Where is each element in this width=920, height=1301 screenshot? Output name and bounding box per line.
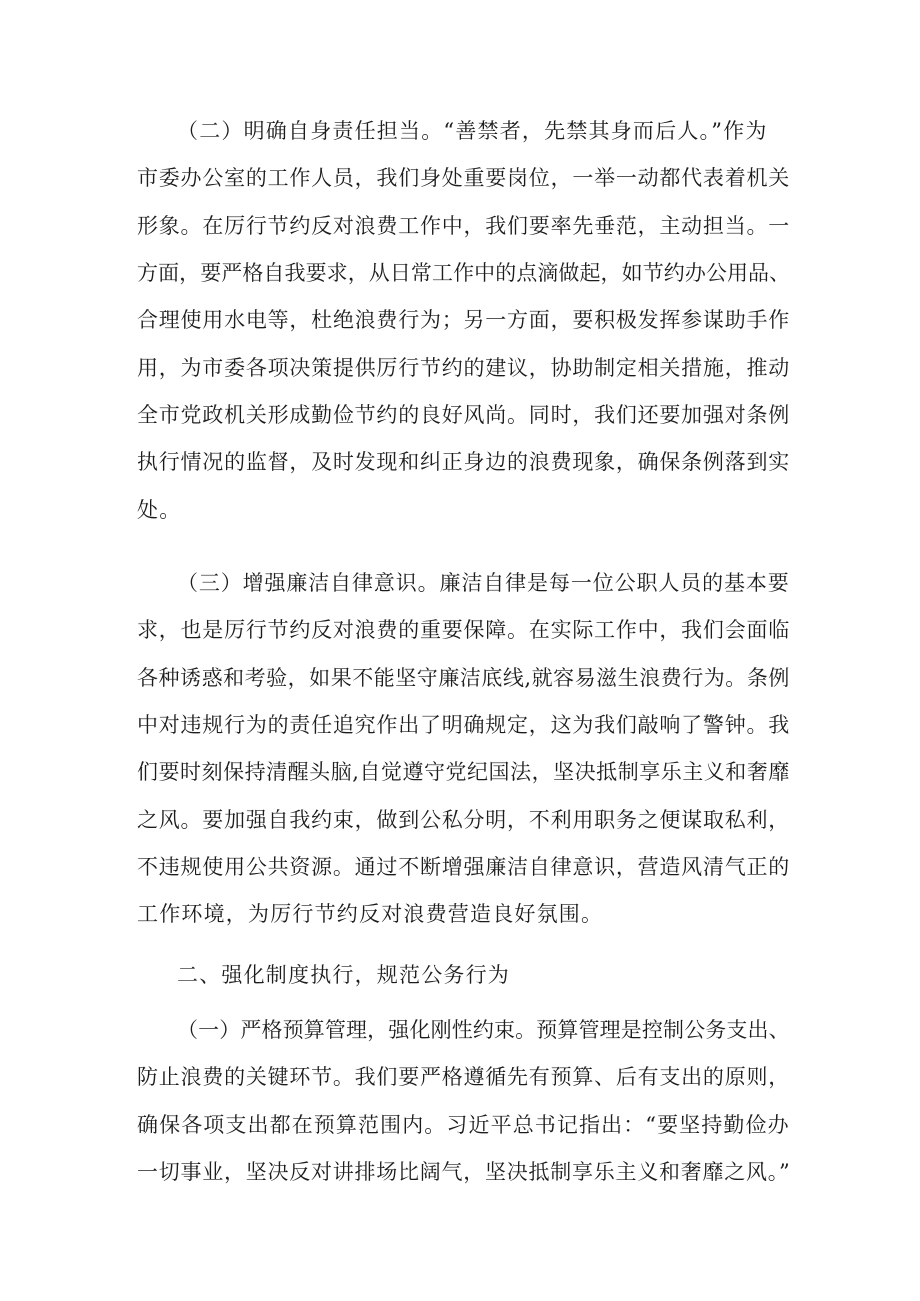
paragraph-3-line-4: 中对违规行为的责任追究作出了明确规定，这为我们敲响了警钟。我 — [137, 713, 790, 737]
paragraph-3-line-8: 工作环境，为厉行节约反对浪费营造良好氛围。 — [137, 902, 604, 926]
paragraph-3-line-1: （三）增强廉洁自律意识。廉洁自律是每一位公职人员的基本要 — [177, 571, 790, 595]
paragraph-2-line-1: （二）明确自身责任担当。“善禁者，先禁其身而后人。”作为 — [177, 119, 768, 143]
paragraph-3-line-3: 各种诱惑和考验，如果不能坚守廉洁底线,就容易滋生浪费行为。条例 — [137, 666, 790, 690]
paragraph-3-line-5: 们要时刻保持清醒头脑,自觉遵守党纪国法，坚决抵制享乐主义和奢靡 — [137, 760, 790, 784]
paragraph-4-line-2: 防止浪费的关键环节。我们要严格遵循先有预算、后有支出的原则， — [137, 1065, 790, 1089]
paragraph-2-line-8: 执行情况的监督，及时发现和纠正身边的浪费现象，确保条例落到实 — [137, 450, 790, 474]
paragraph-2-line-5: 合理使用水电等，杜绝浪费行为；另一方面，要积极发挥参谋助手作 — [137, 308, 790, 332]
paragraph-3-line-6: 之风。要加强自我约束，做到公私分明，不利用职务之便谋取私利， — [137, 808, 790, 832]
paragraph-2-line-7: 全市党政机关形成勤俭节约的良好风尚。同时，我们还要加强对条例 — [137, 403, 790, 427]
paragraph-2-line-3: 形象。在厉行节约反对浪费工作中，我们要率先垂范，主动担当。一 — [137, 214, 790, 238]
paragraph-3-line-2: 求，也是厉行节约反对浪费的重要保障。在实际工作中，我们会面临 — [137, 618, 790, 642]
paragraph-2-line-4: 方面，要严格自我要求，从日常工作中的点滴做起，如节约办公用品、 — [137, 261, 791, 285]
paragraph-3-line-7: 不违规使用公共资源。通过不断增强廉洁自律意识，营造风清气正的 — [137, 855, 790, 879]
paragraph-2-line-9: 处。 — [137, 498, 182, 522]
paragraph-4-line-3: 确保各项支出都在预算范围内。习近平总书记指出：“要坚持勤俭办 — [137, 1113, 790, 1137]
paragraph-2-line-2: 市委办公室的工作人员，我们身处重要岗位，一举一动都代表着机关 — [137, 166, 790, 190]
paragraph-4-line-4: 一切事业，坚决反对讲排场比阔气，坚决抵制享乐主义和奢靡之风。” — [137, 1160, 791, 1184]
paragraph-4-line-1: （一）严格预算管理，强化刚性约束。预算管理是控制公务支出、 — [177, 1018, 790, 1042]
paragraph-2-line-6: 用，为市委各项决策提供厉行节约的建议，协助制定相关措施，推动 — [137, 356, 790, 380]
section-heading-2: 二、强化制度执行，规范公务行为 — [177, 963, 510, 987]
